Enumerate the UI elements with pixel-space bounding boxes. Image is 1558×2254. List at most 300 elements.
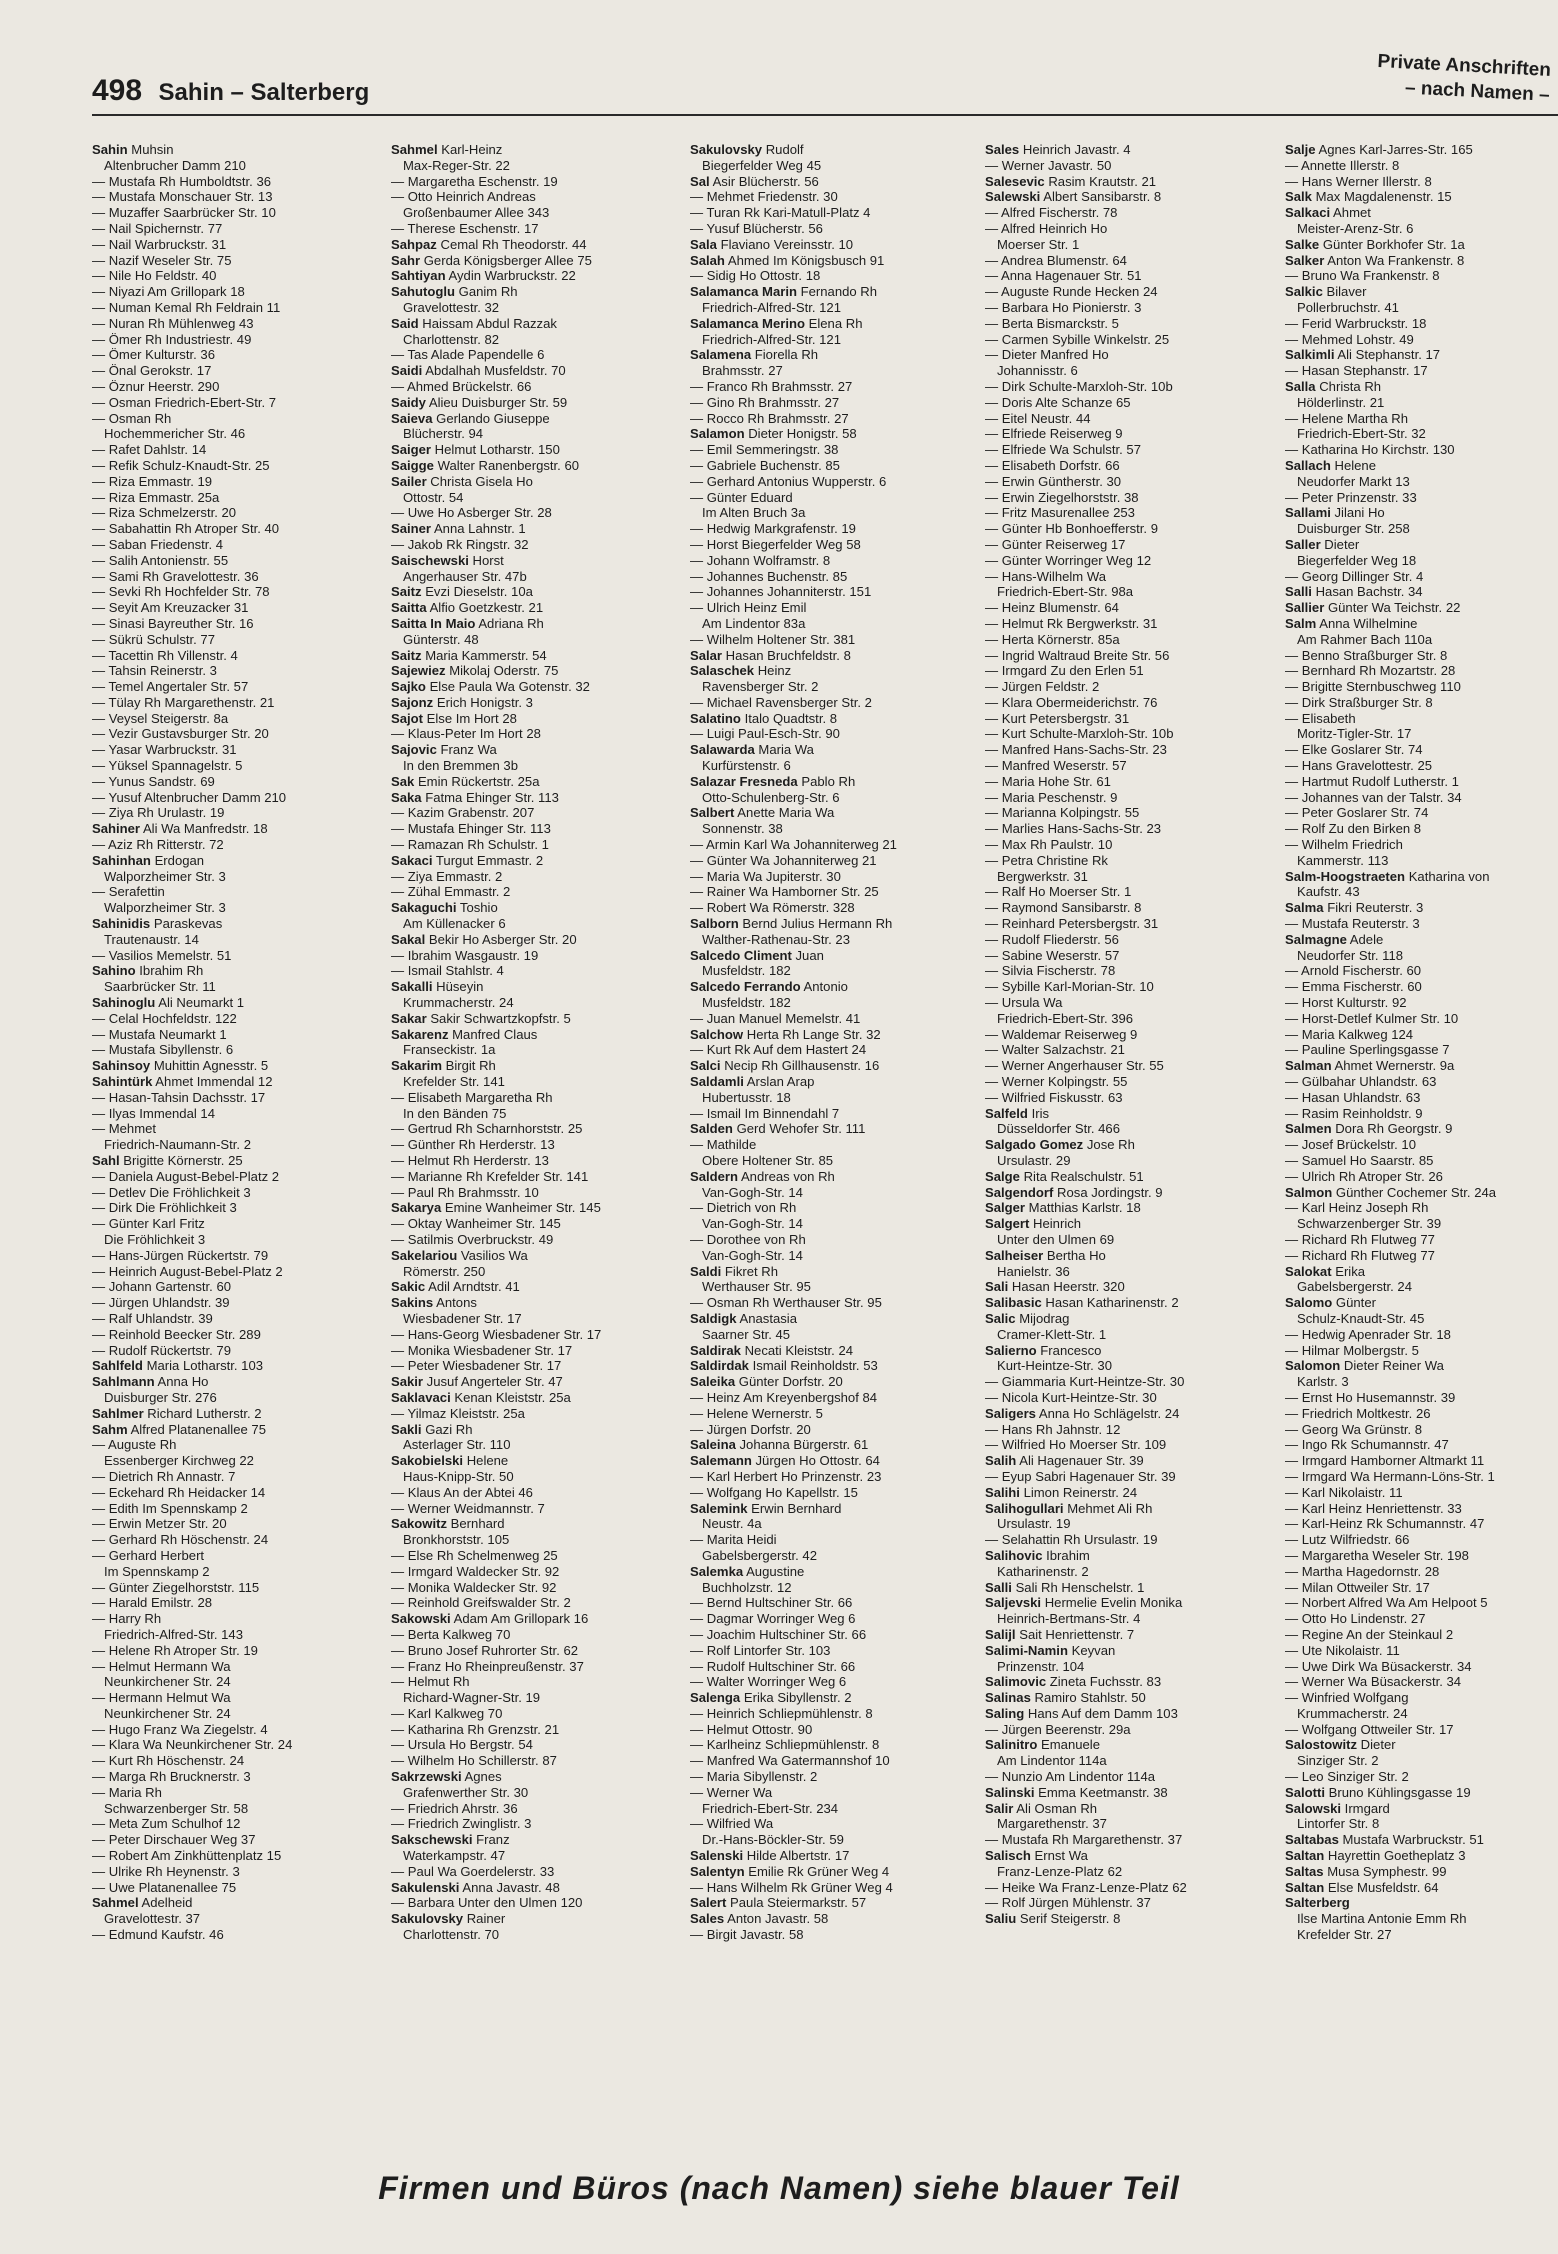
directory-entry: Am Lindentor 114a xyxy=(997,1753,1107,1769)
directory-entry: Salgado Gomez Jose Rh xyxy=(985,1137,1135,1153)
directory-entry: — Walter Worringer Weg 6 xyxy=(690,1674,847,1690)
directory-entry: — Jakob Rk Ringstr. 32 xyxy=(391,536,529,552)
directory-entry: — Uwe Ho Asberger Str. 28 xyxy=(391,505,552,521)
page-title: Sahin – Salterberg xyxy=(158,79,370,106)
directory-entry: Friedrich-Ebert-Str. 396 xyxy=(997,1010,1134,1026)
directory-entry: Sakelariou Vasilios Wa xyxy=(391,1247,528,1263)
directory-entry: — Klaus-Peter Im Hort 28 xyxy=(391,726,541,742)
directory-entry: — Ömer Rh Industriestr. 49 xyxy=(92,331,252,347)
directory-entry: Salli Hasan Bachstr. 34 xyxy=(1285,584,1423,600)
directory-entry: Altenbrucher Damm 210 xyxy=(104,157,246,173)
directory-entry: — Werner Wa xyxy=(690,1784,773,1800)
directory-entry: — Erwin Metzer Str. 20 xyxy=(92,1516,227,1532)
directory-entry: Am Rahmer Bach 110a xyxy=(1297,631,1433,647)
directory-entry: — Eckehard Rh Heidacker 14 xyxy=(92,1484,266,1500)
directory-entry: — Hartmut Rudolf Lutherstr. 1 xyxy=(1285,773,1459,789)
directory-entry: — Leo Sinziger Str. 2 xyxy=(1285,1769,1409,1785)
directory-entry: — Ralf Ho Moerser Str. 1 xyxy=(985,884,1132,900)
directory-entry: — Numan Kemal Rh Feldrain 11 xyxy=(92,299,281,315)
directory-entry: Sahl Brigitte Körnerstr. 25 xyxy=(92,1153,243,1168)
surname: Sakalli xyxy=(391,979,433,995)
directory-entry: Salibasic Hasan Katharinenstr. 2 xyxy=(985,1295,1179,1311)
directory-entry: Friedrich-Ebert-Str. 234 xyxy=(702,1800,839,1816)
surname: Sakobielski xyxy=(391,1453,464,1469)
directory-entry: — Ömer Kulturstr. 36 xyxy=(92,347,215,363)
column-3 xyxy=(690,142,980,1943)
directory-entry: Ursulastr. 19 xyxy=(997,1516,1071,1532)
directory-entry: — Regine An der Steinkaul 2 xyxy=(1285,1626,1454,1642)
surname: Salinski xyxy=(985,1784,1035,1800)
surname: Salgado Gomez xyxy=(985,1137,1084,1153)
directory-entry: Sakins Antons xyxy=(391,1295,477,1311)
surname: Sakic xyxy=(391,1279,426,1295)
directory-entry: — Peter Wiesbadener Str. 17 xyxy=(391,1358,562,1374)
directory-entry: Salinski Emma Keetmanstr. 38 xyxy=(985,1784,1168,1800)
directory-entry: — Brigitte Sternbuschweg 110 xyxy=(1285,679,1461,695)
directory-entry: Saltas Musa Symphestr. 99 xyxy=(1285,1863,1447,1879)
directory-entry: — Rasim Reinholdstr. 9 xyxy=(1285,1105,1423,1121)
directory-entry: — Samuel Ho Saarstr. 85 xyxy=(1285,1153,1434,1168)
directory-entry: Katharinenstr. 2 xyxy=(997,1563,1089,1579)
directory-entry: — Johann Gartenstr. 60 xyxy=(92,1279,232,1295)
directory-entry: Friedrich-Ebert-Str. 98a xyxy=(997,584,1134,600)
directory-entry: Sales Heinrich Javastr. 4 xyxy=(985,142,1131,157)
surname: Salisch xyxy=(985,1848,1031,1864)
directory-entry: — Hans Werner Illerstr. 8 xyxy=(1285,173,1432,189)
directory-entry: — Refik Schulz-Knaudt-Str. 25 xyxy=(92,457,270,473)
directory-entry: — Elisabeth Dorfstr. 66 xyxy=(985,457,1120,473)
surname: Sakelariou xyxy=(391,1247,458,1263)
directory-entry: — Rudolf Rückertstr. 79 xyxy=(92,1342,231,1358)
surname: Sahlmer xyxy=(92,1405,144,1421)
directory-entry: — Martha Hagedornstr. 28 xyxy=(1285,1563,1440,1579)
directory-entry: — Wilhelm Ho Schillerstr. 87 xyxy=(391,1753,557,1769)
directory-entry: Saldi Fikret Rh xyxy=(690,1263,779,1279)
directory-entry: Saligers Anna Ho Schlägelstr. 24 xyxy=(985,1405,1180,1421)
directory-entry: — Nazif Weseler Str. 75 xyxy=(92,252,232,268)
surname: Saka xyxy=(391,789,422,805)
directory-entry: — Osman Friedrich-Ebert-Str. 7 xyxy=(92,394,277,410)
directory-entry: — Maria Wa Jupiterstr. 30 xyxy=(690,868,841,884)
surname: Sakrzewski xyxy=(391,1769,462,1785)
directory-entry: Salker Anton Wa Frankenstr. 8 xyxy=(1285,252,1465,268)
directory-entry: — Daniela August-Bebel-Platz 2 xyxy=(92,1168,280,1184)
surname: Salke xyxy=(1285,236,1320,252)
surname: Sakulovsky xyxy=(690,142,763,157)
directory-entry: — Nail Warbruckstr. 31 xyxy=(92,236,227,252)
directory-entry: Hölderlinstr. 21 xyxy=(1297,394,1385,410)
directory-entry: — Katharina Rh Grenzstr. 21 xyxy=(391,1721,560,1737)
directory-entry: Saigge Walter Ranenbergstr. 60 xyxy=(391,457,580,473)
directory-entry: Sonnenstr. 38 xyxy=(702,821,783,837)
directory-entry: Biegerfelder Weg 45 xyxy=(702,157,822,173)
surname: Salcedo Ferrando xyxy=(690,979,801,995)
directory-entry: Salci Necip Rh Gillhausenstr. 16 xyxy=(690,1058,880,1074)
directory-entry: Neustr. 4a xyxy=(702,1516,762,1532)
surname: Salkaci xyxy=(1285,205,1331,221)
directory-entry: Saldamli Arslan Arap xyxy=(690,1074,815,1090)
directory-entry: Kurfürstenstr. 6 xyxy=(702,758,791,774)
directory-entry: — Günter Reiserweg 17 xyxy=(985,536,1126,552)
directory-entry: — Ferid Warbruckstr. 18 xyxy=(1285,315,1427,331)
surname: Salemann xyxy=(690,1453,752,1469)
directory-entry: — Muzaffer Saarbrücker Str. 10 xyxy=(92,205,276,221)
surname: Sallach xyxy=(1285,457,1331,473)
directory-entry: — Joachim Hultschiner Str. 66 xyxy=(690,1626,867,1642)
directory-entry: — Irmgard Hamborner Altmarkt 11 xyxy=(1285,1453,1485,1469)
directory-entry: — Karl Heinz Henriettenstr. 33 xyxy=(1285,1500,1462,1516)
directory-entry: — Mustafa Monschauer Str. 13 xyxy=(92,189,273,205)
directory-entry: — Mustafa Reuterstr. 3 xyxy=(1285,916,1420,932)
directory-entry: Otto-Schulenberg-Str. 6 xyxy=(702,789,840,805)
directory-entry: — Birgit Javastr. 58 xyxy=(690,1927,804,1943)
directory-entry: — Jürgen Beerenstr. 29a xyxy=(985,1721,1131,1737)
directory-entry: — Maria Hohe Str. 61 xyxy=(985,773,1111,789)
surname: Saltan xyxy=(1285,1848,1325,1864)
section-heading xyxy=(1376,49,1552,108)
directory-entry: — Maria Sibyllenstr. 2 xyxy=(690,1769,818,1785)
directory-entry: — Johannes van der Talstr. 34 xyxy=(1285,789,1462,805)
surname: Salokat xyxy=(1285,1263,1332,1279)
directory-entry: — Silvia Fischerstr. 78 xyxy=(985,963,1116,979)
directory-entry: — Aziz Rh Ritterstr. 72 xyxy=(92,837,224,853)
surname: Saldern xyxy=(690,1168,739,1184)
directory-entry: — Otto Heinrich Andreas xyxy=(391,189,536,205)
directory-entry: — Waldemar Reiserweg 9 xyxy=(985,1026,1138,1042)
directory-entry: — Nuran Rh Mühlenweg 43 xyxy=(92,315,254,331)
directory-entry: — Peter Dirschauer Weg 37 xyxy=(92,1832,256,1848)
directory-entry: — Ursula Ho Bergstr. 54 xyxy=(391,1737,533,1753)
surname: Salatino xyxy=(690,710,741,726)
directory-entry: — Armin Karl Wa Johanniterweg 21 xyxy=(690,837,897,853)
directory-entry: Hubertusstr. 18 xyxy=(702,1089,791,1105)
directory-entry: — Sabahattin Rh Atroper Str. 40 xyxy=(92,521,280,537)
directory-entry: Saidy Alieu Duisburger Str. 59 xyxy=(391,394,568,410)
directory-entry: Saarbrücker Str. 11 xyxy=(104,979,216,995)
directory-entry xyxy=(1285,1895,1553,1911)
directory-entry: — Gabriele Buchenstr. 85 xyxy=(690,457,840,473)
surname: Sahm xyxy=(92,1421,128,1437)
directory-entry: Bronkhorststr. 105 xyxy=(403,1532,510,1548)
surname: Salesevic xyxy=(985,173,1045,189)
directory-entry: Saklavaci Kenan Kleiststr. 25a xyxy=(391,1389,571,1405)
directory-entry: Sakulovsky Rudolf xyxy=(690,142,804,157)
surname: Salimi-Namin xyxy=(985,1642,1068,1658)
directory-entry: Salesevic Rasim Krautstr. 21 xyxy=(985,173,1157,189)
directory-entry: — Jürgen Dorfstr. 20 xyxy=(690,1421,811,1437)
surname: Salheiser xyxy=(985,1247,1044,1263)
directory-entry: — Hasan Stephanstr. 17 xyxy=(1285,363,1428,379)
directory-entry: Sahlmer Richard Lutherstr. 2 xyxy=(92,1405,262,1421)
directory-entry: Gravelottestr. 37 xyxy=(104,1911,201,1927)
directory-entry: Salihi Limon Reinerstr. 24 xyxy=(985,1484,1138,1500)
directory-entry: Salmon Günther Cochemer Str. 24a xyxy=(1285,1184,1497,1200)
directory-entry: — Margaretha Eschenstr. 19 xyxy=(391,173,558,189)
directory-entry: — Rolf Lintorfer Str. 103 xyxy=(690,1642,831,1658)
directory-entry: Saldirdak Ismail Reinholdstr. 53 xyxy=(690,1358,878,1374)
directory-entry: Salamanca Merino Elena Rh xyxy=(690,315,863,331)
surname: Salierno xyxy=(985,1342,1037,1358)
directory-entry: — Friedrich Moltkestr. 26 xyxy=(1285,1405,1431,1421)
directory-entry: — Richard Rh Flutweg 77 xyxy=(1285,1231,1435,1247)
surname: Salamanca Marin xyxy=(690,284,797,300)
surname: Salla xyxy=(1285,378,1316,394)
directory-entry: Sakaguchi Toshio xyxy=(391,900,498,916)
directory-entry: Sahutoglu Ganim Rh xyxy=(391,284,518,300)
surname: Sak xyxy=(391,773,415,789)
surname: Salawarda xyxy=(690,742,755,758)
surname: Sallier xyxy=(1285,600,1325,616)
directory-entry: — Marianne Rh Krefelder Str. 141 xyxy=(391,1168,589,1184)
directory-entry: — Irmgard Waldecker Str. 92 xyxy=(391,1563,560,1579)
directory-entry: — Manfred Weserstr. 57 xyxy=(985,758,1127,774)
surname: Salm-Hoogstraeten xyxy=(1285,868,1406,884)
directory-entry: Karlstr. 3 xyxy=(1297,1374,1349,1390)
directory-entry: Grafenwerther Str. 30 xyxy=(403,1784,529,1800)
directory-entry: — Klara Obermeiderichstr. 76 xyxy=(985,694,1158,710)
directory-entry: Saitz Evzi Dieselstr. 10a xyxy=(391,584,533,600)
directory-entry: — Hasan Uhlandstr. 63 xyxy=(1285,1089,1421,1105)
directory-entry: — Kurt Rh Höschenstr. 24 xyxy=(92,1753,245,1769)
directory-entry: Neunkirchener Str. 24 xyxy=(104,1705,231,1721)
directory-entry: — Nile Ho Feldstr. 40 xyxy=(92,268,217,284)
surname: Salk xyxy=(1285,189,1312,205)
directory-entry: Margarethenstr. 37 xyxy=(997,1816,1107,1832)
surname: Sakli xyxy=(391,1421,422,1437)
surname: Saldirdak xyxy=(690,1358,749,1374)
directory-entry: — Johannes Buchenstr. 85 xyxy=(690,568,848,584)
surname: Salewski xyxy=(985,189,1041,205)
directory-entry: Moritz-Tigler-Str. 17 xyxy=(1297,726,1412,742)
directory-entry: Sakowski Adam Am Grillopark 16 xyxy=(391,1611,589,1627)
directory-entry: — Peter Goslarer Str. 74 xyxy=(1285,805,1429,821)
directory-entry: — Werner Kolpingstr. 55 xyxy=(985,1074,1128,1090)
directory-entry: Sakir Jusuf Angerteler Str. 47 xyxy=(391,1374,563,1390)
surname: Saigge xyxy=(391,457,434,473)
directory-entry: Sakarenz Manfred Claus xyxy=(391,1026,538,1042)
directory-entry: — Osman Rh xyxy=(92,410,172,426)
directory-entry: Günterstr. 48 xyxy=(403,631,479,647)
directory-entry: — Ramazan Rh Schulstr. 1 xyxy=(391,837,549,853)
directory-entry: Franz-Lenze-Platz 62 xyxy=(997,1863,1123,1879)
directory-entry: — Gerhard Antonius Wupperstr. 6 xyxy=(690,473,887,489)
directory-entry: Krefelder Str. 27 xyxy=(1297,1927,1392,1943)
surname: Salibasic xyxy=(985,1295,1042,1311)
directory-entry: Sakowitz Bernhard xyxy=(391,1516,505,1532)
directory-entry: Sallach Helene xyxy=(1285,457,1376,473)
directory-entry: Sal Asir Blücherstr. 56 xyxy=(690,173,819,189)
directory-entry: — Günter Hb Bonhoefferstr. 9 xyxy=(985,521,1158,537)
surname: Sala xyxy=(690,236,717,252)
directory-entry: Gabelsbergerstr. 42 xyxy=(702,1547,817,1563)
surname: Saling xyxy=(985,1705,1025,1721)
directory-entry: Salar Hasan Bruchfeldstr. 8 xyxy=(690,647,851,663)
directory-entry: — Jürgen Uhlandstr. 39 xyxy=(92,1295,230,1311)
surname: Sallami xyxy=(1285,505,1331,521)
surname: Sahmel xyxy=(92,1895,139,1911)
directory-entry: Salman Ahmet Wernerstr. 9a xyxy=(1285,1058,1455,1074)
directory-entry: — Ralf Uhlandstr. 39 xyxy=(92,1310,213,1326)
surname: Salihovic xyxy=(985,1547,1043,1563)
directory-entry: — Josef Brückelstr. 10 xyxy=(1285,1137,1416,1153)
directory-entry: — Marianna Kolpingstr. 55 xyxy=(985,805,1140,821)
directory-entry: Duisburger Str. 276 xyxy=(104,1389,217,1405)
directory-entry: — Kurt Petersbergstr. 31 xyxy=(985,710,1130,726)
surname: Salmen xyxy=(1285,1121,1332,1137)
directory-entry: Im Spennskamp 2 xyxy=(104,1563,210,1579)
directory-entry: Sahpaz Cemal Rh Theodorstr. 44 xyxy=(391,236,587,252)
surname: Saklavaci xyxy=(391,1389,451,1405)
directory-entry: — Riza Schmelzerstr. 20 xyxy=(92,505,237,521)
directory-entry: — Maria Peschenstr. 9 xyxy=(985,789,1118,805)
directory-entry: — Helmut Hermann Wa xyxy=(92,1658,231,1674)
surname: Sahlmann xyxy=(92,1374,155,1390)
surname: Saldigk xyxy=(690,1310,737,1326)
directory-entry: — Maria Rh xyxy=(92,1784,162,1800)
surname: Sakins xyxy=(391,1295,434,1311)
directory-entry: — Doris Alte Schanze 65 xyxy=(985,394,1131,410)
directory-entry: Salbert Anette Maria Wa xyxy=(690,805,835,821)
directory-entry: — Helmut Ottostr. 90 xyxy=(690,1721,813,1737)
directory-entry: — Jürgen Feldstr. 2 xyxy=(985,679,1100,695)
directory-entry: Angerhauser Str. 47b xyxy=(403,568,527,584)
surname: Salijl xyxy=(985,1626,1016,1642)
column-5 xyxy=(1285,142,1553,1943)
directory-entry: Salih Ali Hagenauer Str. 39 xyxy=(985,1453,1144,1469)
surname: Saitta In Maio xyxy=(391,615,476,631)
directory-entry: Salatino Italo Quadtstr. 8 xyxy=(690,710,838,726)
directory-entry: — Werner Angerhauser Str. 55 xyxy=(985,1058,1164,1074)
surname: Sahinhan xyxy=(92,852,151,868)
surname: Saligers xyxy=(985,1405,1036,1421)
directory-entry: — Ismail Stahlstr. 4 xyxy=(391,963,504,979)
directory-entry: — Hedwig Apenrader Str. 18 xyxy=(1285,1326,1451,1342)
directory-entry: — Mustafa Rh Humboldtstr. 36 xyxy=(92,173,272,189)
directory-entry: — Robert Am Zinkhüttenplatz 15 xyxy=(92,1848,282,1864)
directory-entry: Saidi Abdalhah Musfeldstr. 70 xyxy=(391,363,566,379)
footer-note: Firmen und Büros (nach Namen) siehe blauer Teil xyxy=(378,2170,1180,2206)
directory-entry: Hanielstr. 36 xyxy=(997,1263,1070,1279)
directory-entry: Sahinidis Paraskevas xyxy=(92,916,223,932)
section-heading-line-1: Private Anschriften xyxy=(1377,50,1552,81)
directory-entry: Sahm Alfred Platanenallee 75 xyxy=(92,1421,266,1437)
surname: Salentyn xyxy=(690,1863,745,1879)
directory-entry: Cramer-Klett-Str. 1 xyxy=(997,1326,1107,1342)
directory-entry: Sahmel Karl-Heinz xyxy=(391,142,503,157)
directory-entry: — Karl Herbert Ho Prinzenstr. 23 xyxy=(690,1468,882,1484)
surname: Salimovic xyxy=(985,1674,1047,1690)
directory-entry: — Oktay Wanheimer Str. 145 xyxy=(391,1216,561,1232)
surname: Salemka xyxy=(690,1563,744,1579)
surname: Salir xyxy=(985,1800,1014,1816)
directory-entry: — Erwin Ziegelhorststr. 38 xyxy=(985,489,1139,505)
surname: Sahinsoy xyxy=(92,1058,151,1074)
directory-entry: — Winfried Wolfgang xyxy=(1285,1690,1409,1706)
directory-entry: — Friedrich Ahrstr. 36 xyxy=(391,1800,518,1816)
surname: Salamena xyxy=(690,347,752,363)
directory-entry: Sahinsoy Muhittin Agnesstr. 5 xyxy=(92,1058,269,1074)
surname: Salborn xyxy=(690,916,739,932)
directory-entry: Neudorfer Str. 118 xyxy=(1297,947,1404,963)
directory-entry: — Elisabeth Margaretha Rh xyxy=(391,1089,553,1105)
directory-entry: Sajko Else Paula Wa Gotenstr. 32 xyxy=(391,679,590,695)
surname: Saiger xyxy=(391,442,432,458)
surname: Saldamli xyxy=(690,1074,744,1090)
surname: Said xyxy=(391,315,419,331)
surname: Salamanca Merino xyxy=(690,315,805,331)
surname: Saitz xyxy=(391,647,422,663)
directory-entry: — Werner Javastr. 50 xyxy=(985,157,1112,173)
directory-entry: — Heinz Am Kreyenbergshof 84 xyxy=(690,1389,878,1405)
surname: Sakarim xyxy=(391,1058,442,1074)
surname: Sahpaz xyxy=(391,236,437,252)
directory-entry: Kaufstr. 43 xyxy=(1297,884,1360,900)
directory-entry: — Irmgard Zu den Erlen 51 xyxy=(985,663,1144,679)
directory-entry: — Dorothee von Rh xyxy=(690,1231,806,1247)
directory-entry: Sakrzewski Agnes xyxy=(391,1769,502,1785)
directory-entry: — Gino Rh Brahmsstr. 27 xyxy=(690,394,840,410)
surname: Salaschek xyxy=(690,663,755,679)
directory-entry: Sallami Jilani Ho xyxy=(1285,505,1385,521)
surname: Sainer xyxy=(391,521,432,537)
directory-entry: — Niyazi Am Grillopark 18 xyxy=(92,284,245,300)
directory-entry: Van-Gogh-Str. 14 xyxy=(702,1216,803,1232)
directory-entry: Die Fröhlichkeit 3 xyxy=(104,1231,206,1247)
surname: Salemink xyxy=(690,1500,748,1516)
directory-entry: Salkaci Ahmet xyxy=(1285,205,1371,221)
directory-entry: Walther-Rathenau-Str. 23 xyxy=(702,931,850,947)
directory-entry: — Peter Prinzenstr. 33 xyxy=(1285,489,1417,505)
surname: Sahin xyxy=(92,142,128,157)
directory-entry: Unter den Ulmen 69 xyxy=(997,1231,1115,1247)
directory-entry: Sakaci Turgut Emmastr. 2 xyxy=(391,852,544,868)
directory-entry: Salowski Irmgard xyxy=(1285,1800,1390,1816)
directory-entry: Am Lindentor 83a xyxy=(702,615,806,631)
directory-entry: In den Bänden 75 xyxy=(403,1105,507,1121)
surname: Sales xyxy=(985,142,1020,157)
directory-entry: Salemann Jürgen Ho Ottostr. 64 xyxy=(690,1453,880,1469)
directory-entry: Wiesbadener Str. 17 xyxy=(403,1310,522,1326)
directory-entry: — Arnold Fischerstr. 60 xyxy=(1285,963,1422,979)
surname: Saitta xyxy=(391,600,427,616)
directory-entry: Haus-Knipp-Str. 50 xyxy=(403,1468,514,1484)
surname: Saischewski xyxy=(391,552,469,568)
directory-entry: Salcedo Ferrando Antonio xyxy=(690,979,848,995)
surname: Salden xyxy=(690,1121,733,1137)
directory-entry: Salenga Erika Sibyllenstr. 2 xyxy=(690,1690,852,1706)
directory-entry: Salheiser Bertha Ho xyxy=(985,1247,1106,1263)
directory-entry: Sailer Christa Gisela Ho xyxy=(391,473,533,489)
directory-entry: — Auguste Rh xyxy=(92,1437,177,1453)
surname: Salihi xyxy=(985,1484,1020,1500)
directory-entry: Sajot Else Im Hort 28 xyxy=(391,710,517,726)
directory-entry: Salaschek Heinz xyxy=(690,663,792,679)
directory-entry: Salfeld Iris xyxy=(985,1105,1050,1121)
directory-entry: — Sükrü Schulstr. 77 xyxy=(92,631,215,647)
surname: Salman xyxy=(1285,1058,1332,1074)
surname: Salgendorf xyxy=(985,1184,1054,1200)
directory-entry: — Fritz Masurenallee 253 xyxy=(985,505,1135,521)
directory-entry: — Petra Christine Rk xyxy=(985,852,1108,868)
surname: Saldirak xyxy=(690,1342,741,1358)
directory-entry: Max-Reger-Str. 22 xyxy=(403,157,510,173)
surname: Salert xyxy=(690,1895,727,1911)
directory-entry: — Riza Emmastr. 19 xyxy=(92,473,213,489)
surname: Saieva xyxy=(391,410,433,426)
surname: Sakarya xyxy=(391,1200,442,1216)
directory-entry: — Ahmed Brückelstr. 66 xyxy=(391,378,532,394)
directory-entry: — Eyup Sabri Hagenauer Str. 39 xyxy=(985,1468,1176,1484)
